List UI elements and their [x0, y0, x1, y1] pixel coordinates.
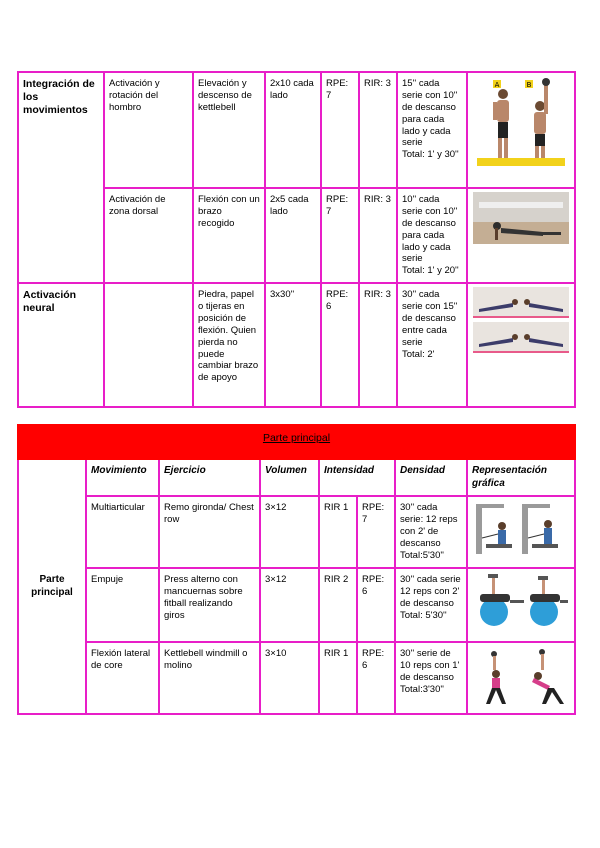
exercise-illustration — [467, 72, 575, 188]
header-graphic: Representación gráfica — [467, 459, 575, 496]
rock-paper-scissors-pushup-image — [473, 287, 569, 353]
movement-cell: Activación de zona dorsal — [104, 188, 193, 283]
band-title: Parte principal — [262, 432, 331, 444]
exercise-cell: Elevación y descenso de kettlebell — [193, 72, 265, 188]
header-exercise: Ejercicio — [159, 459, 260, 496]
rir-cell: RIR 1 — [319, 496, 357, 568]
rir-cell: RIR: 3 — [359, 72, 397, 188]
density-cell: 10'' cada serie con 10'' de descanso para cada lado y cada serie Total: 1' y 20'' — [397, 188, 467, 283]
rpe-cell: RPE: 7 — [357, 496, 395, 568]
intensity-cell: RPE: 7 — [321, 188, 359, 283]
density-cell: 30'' cada serie: 12 reps con 2' de descanso Total:5'30'' — [395, 496, 467, 568]
table-row — [18, 283, 575, 407]
density-cell: 30'' cada serie 12 reps con 2' de descanso Total: 5'30'' — [395, 568, 467, 642]
header-intensity: Intensidad — [319, 459, 395, 496]
rpe-cell: RPE: 6 — [357, 642, 395, 714]
rir-cell: RIR 2 — [319, 568, 357, 642]
cable-row-image — [472, 500, 570, 560]
movement-cell — [104, 283, 193, 407]
intensity-cell: RPE: 7 — [321, 72, 359, 188]
kettlebell-windmill-image — [472, 646, 570, 706]
volume-cell: 3×12 — [260, 496, 319, 568]
exercise-cell: Kettlebell windmill o molino — [159, 642, 260, 714]
table-row — [18, 568, 575, 642]
exercise-cell: Press alterno con mancuernas sobre fitball realizando giros — [159, 568, 260, 642]
section-label: Activación neural — [18, 283, 104, 407]
movement-cell: Activación y rotación del hombro — [104, 72, 193, 188]
rir-cell: RIR: 3 — [359, 283, 397, 407]
kettlebell-raise-image — [473, 76, 569, 172]
fitball-press-image — [472, 572, 570, 628]
header-movement: Movimiento — [86, 459, 159, 496]
header-density: Densidad — [395, 459, 467, 496]
exercise-illustration — [467, 496, 575, 568]
section-band — [18, 425, 575, 459]
volume-cell: 3×10 — [260, 642, 319, 714]
table-row — [18, 642, 575, 714]
movement-cell: Empuje — [86, 568, 159, 642]
image-label-b: B — [526, 81, 532, 89]
movement-cell: Multiarticular — [86, 496, 159, 568]
volume-cell: 3×12 — [260, 568, 319, 642]
rir-cell: RIR 1 — [319, 642, 357, 714]
main-part-table — [17, 424, 576, 715]
volume-cell: 2x5 cada lado — [265, 188, 321, 283]
volume-cell: 3x30'' — [265, 283, 321, 407]
intensity-cell: RPE: 6 — [321, 283, 359, 407]
section-label: Parte principal — [18, 459, 86, 714]
density-cell: 30'' serie de 10 reps con 1' de descanso Total:3'30'' — [395, 642, 467, 714]
exercise-illustration — [467, 188, 575, 283]
table-row — [18, 496, 575, 568]
movement-cell: Flexión lateral de core — [86, 642, 159, 714]
header-row — [18, 459, 575, 496]
exercise-illustration — [467, 568, 575, 642]
exercise-cell: Flexión con un brazo recogido — [193, 188, 265, 283]
image-label-a: A — [494, 81, 500, 89]
exercise-cell: Remo gironda/ Chest row — [159, 496, 260, 568]
rir-cell: RIR: 3 — [359, 188, 397, 283]
exercise-cell: Piedra, papel o tijeras en posición de flexión. Quien pierda no puede cambiar brazo de apoyo — [193, 283, 265, 407]
rpe-cell: RPE: 6 — [357, 568, 395, 642]
exercise-illustration — [467, 642, 575, 714]
header-volume: Volumen — [260, 459, 319, 496]
warmup-table — [17, 71, 576, 408]
one-arm-pushup-image — [473, 192, 569, 244]
exercise-illustration — [467, 283, 575, 407]
volume-cell: 2x10 cada lado — [265, 72, 321, 188]
density-cell: 15'' cada serie con 10'' de descanso para cada lado y cada serie Total: 1' y 30'' — [397, 72, 467, 188]
table-row — [18, 72, 575, 188]
density-cell: 30'' cada serie con 15'' de descanso entre cada serie Total: 2' — [397, 283, 467, 407]
section-label: Integración de los movimientos — [18, 72, 104, 283]
